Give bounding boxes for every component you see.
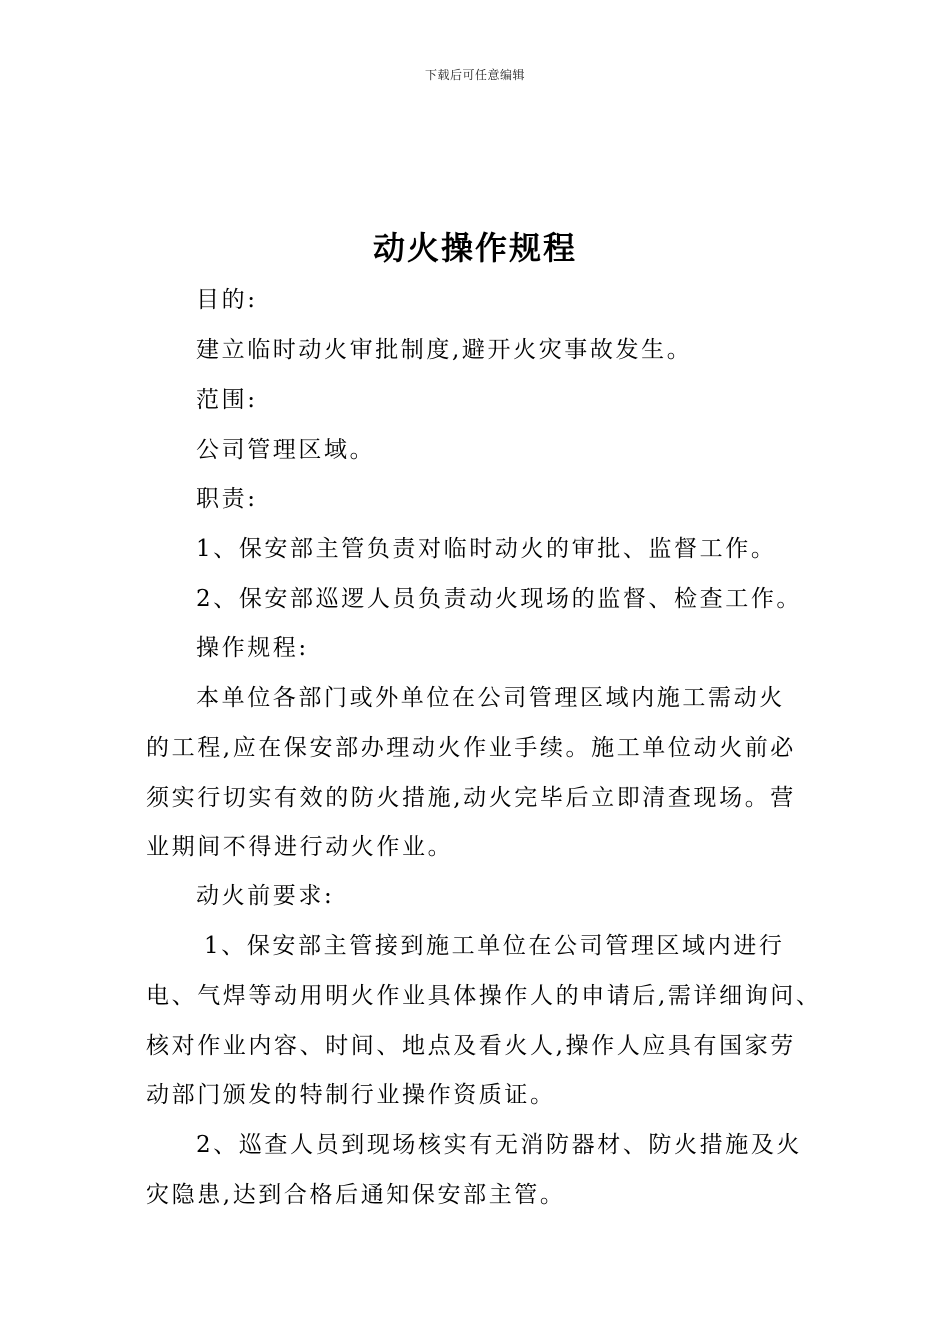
requirement-item-2-line: 2、巡查人员到现场核实有无消防器材、防火措施及火 bbox=[196, 1132, 803, 1158]
procedure-paragraph-line: 业期间不得进行动火作业。 bbox=[146, 834, 454, 860]
duty-item-1: 1、保安部主管负责对临时动火的审批、监督工作。 bbox=[196, 536, 777, 562]
procedure-paragraph-line: 本单位各部门或外单位在公司管理区域内施工需动火 bbox=[196, 685, 785, 711]
section-heading-pre-hotwork: 动火前要求: bbox=[196, 883, 335, 909]
paragraph-scope: 公司管理区域。 bbox=[196, 437, 376, 463]
procedure-paragraph-line: 须实行切实有效的防火措施,动火完毕后立即清查现场。营 bbox=[146, 785, 796, 811]
page-header-note: 下载后可任意编辑 bbox=[424, 68, 525, 82]
duty-item-2: 2、保安部巡逻人员负责动火现场的监督、检查工作。 bbox=[196, 586, 803, 612]
section-heading-procedure: 操作规程: bbox=[196, 635, 309, 661]
requirement-item-1-line: 核对作业内容、时间、地点及看火人,操作人应具有国家劳 bbox=[146, 1033, 796, 1059]
section-heading-duties: 职责: bbox=[196, 486, 258, 512]
paragraph-purpose: 建立临时动火审批制度,避开火灾事故发生。 bbox=[196, 337, 693, 363]
requirement-item-1-line: 1、保安部主管接到施工单位在公司管理区域内进行 bbox=[204, 933, 785, 959]
document-title: 动火操作规程 bbox=[372, 229, 577, 267]
requirement-item-1-line: 动部门颁发的特制行业操作资质证。 bbox=[146, 1082, 556, 1108]
requirement-item-2-line: 灾隐患,达到合格后通知保安部主管。 bbox=[146, 1182, 566, 1208]
section-heading-purpose: 目的: bbox=[196, 287, 258, 313]
section-heading-scope: 范围: bbox=[196, 387, 258, 413]
procedure-paragraph-line: 的工程,应在保安部办理动火作业手续。施工单位动火前必 bbox=[146, 735, 796, 761]
requirement-item-1-line: 电、气焊等动用明火作业具体操作人的申请后,需详细询问、 bbox=[146, 983, 822, 1009]
